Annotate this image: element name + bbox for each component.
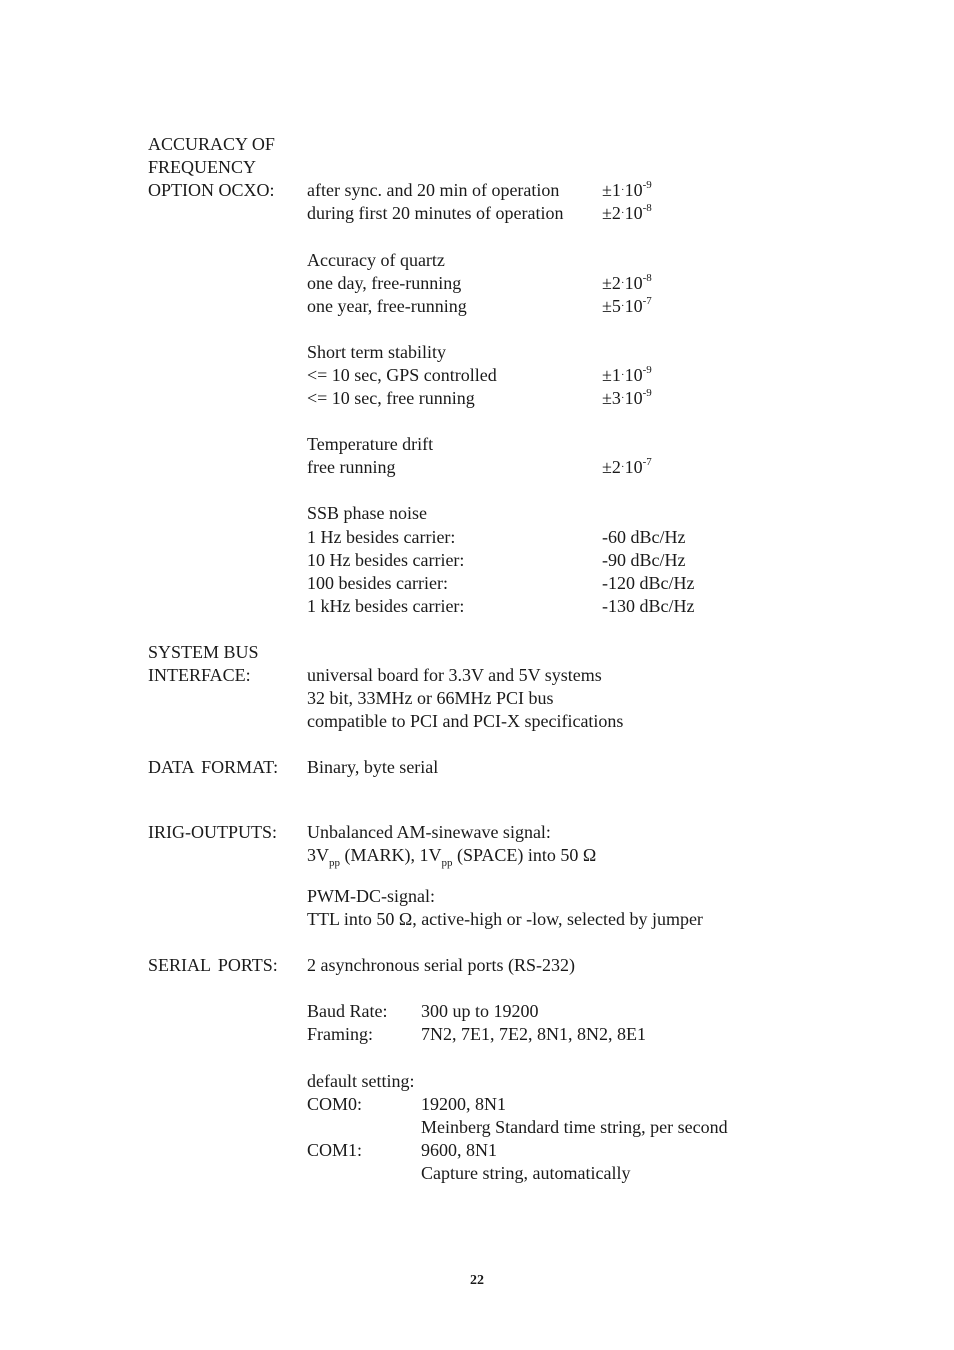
serial-com0-line-2: Meinberg Standard time string, per second <box>421 1117 728 1137</box>
short-term-row-2-text: <= 10 sec, free running <box>307 388 475 408</box>
short-term-heading: Short term stability <box>307 342 446 362</box>
data-format-value: Binary, byte serial <box>307 757 439 777</box>
serial-com1-key: COM1: <box>307 1140 363 1160</box>
phase-noise-row-3-value: -120 dBc/Hz <box>602 573 695 593</box>
irig-am-line: $3V_{pp}$ (MARK), $1V_{pp}$ (SPACE) into 50 Ω <box>307 845 597 869</box>
irig-am-heading: Unbalanced AM-sinewave signal: <box>307 822 551 842</box>
temp-drift-row-1-value: $\pm 2\cdot 10^{-7}$ <box>602 456 652 477</box>
system-bus-label-line-2: INTERFACE: <box>148 665 251 685</box>
accuracy-label-line-3: OPTION OCXO: <box>148 180 275 200</box>
serial-intro: 2 asynchronous serial ports (RS-232) <box>307 955 575 975</box>
temp-drift-row-1-text: free running <box>307 457 396 477</box>
irig-pwm-line: TTL into 50 Ω, active-high or -low, selected by jumper <box>307 909 703 929</box>
serial-com0-key: COM0: <box>307 1094 363 1114</box>
system-bus-line-3: compatible to PCI and PCI-X specifications <box>307 711 624 731</box>
phase-noise-row-4-text: 1 kHz besides carrier: <box>307 596 465 616</box>
system-bus-line-2: 32 bit, 33MHz or 66MHz PCI bus <box>307 688 554 708</box>
accuracy-row-1-text: after sync. and 20 min of operation <box>307 180 560 200</box>
temp-drift-heading: Temperature drift <box>307 434 434 454</box>
short-term-row-1-value: $\pm 1\cdot 10^{-9}$ <box>602 364 652 385</box>
serial-label: SERIAL PORTS: <box>148 955 278 975</box>
serial-param-framing-value: 7N2, 7E1, 7E2, 8N1, 8N2, 8E1 <box>421 1024 646 1044</box>
phase-noise-row-1-text: 1 Hz besides carrier: <box>307 527 456 547</box>
serial-param-framing-key: Framing: <box>307 1024 373 1044</box>
irig-pwm-heading: PWM-DC-signal: <box>307 886 435 906</box>
serial-param-baud-value: 300 up to 19200 <box>421 1001 539 1021</box>
page-number: 22 <box>470 1273 484 1288</box>
accuracy-row-1-value: $\pm 1\cdot 10^{-9}$ <box>602 179 652 200</box>
data-format-label: DATA FORMAT: <box>148 757 279 777</box>
short-term-row-1-text: <= 10 sec, GPS controlled <box>307 365 497 385</box>
system-bus-label-line-1: SYSTEM BUS <box>148 642 259 662</box>
serial-default-heading: default setting: <box>307 1071 415 1091</box>
serial-com1-line-2: Capture string, automatically <box>421 1163 631 1183</box>
quartz-row-1-text: one day, free-running <box>307 273 462 293</box>
quartz-row-2-text: one year, free-running <box>307 296 467 316</box>
phase-noise-row-2-value: -90 dBc/Hz <box>602 550 686 570</box>
irig-label: IRIG-OUTPUTS: <box>148 822 277 842</box>
phase-noise-row-1-value: -60 dBc/Hz <box>602 527 686 547</box>
quartz-row-1-value: $\pm 2\cdot 10^{-8}$ <box>602 272 652 293</box>
accuracy-row-2-value: $\pm 2\cdot 10^{-8}$ <box>602 202 652 223</box>
accuracy-row-2-text: during first 20 minutes of operation <box>307 203 564 223</box>
phase-noise-row-4-value: -130 dBc/Hz <box>602 596 695 616</box>
short-term-row-2-value: $\pm 3\cdot 10^{-9}$ <box>602 387 652 408</box>
phase-noise-row-2-text: 10 Hz besides carrier: <box>307 550 465 570</box>
accuracy-label-line-1: ACCURACY OF <box>148 134 275 154</box>
phase-noise-heading: SSB phase noise <box>307 503 428 523</box>
quartz-heading: Accuracy of quartz <box>307 250 445 270</box>
serial-param-baud-key: Baud Rate: <box>307 1001 388 1021</box>
accuracy-label-line-2: FREQUENCY <box>148 157 257 177</box>
quartz-row-2-value: $\pm 5\cdot 10^{-7}$ <box>602 295 652 316</box>
phase-noise-row-3-text: 100 besides carrier: <box>307 573 448 593</box>
serial-com1-line-1: 9600, 8N1 <box>421 1140 497 1160</box>
serial-com0-line-1: 19200, 8N1 <box>421 1094 506 1114</box>
system-bus-line-1: universal board for 3.3V and 5V systems <box>307 665 602 685</box>
